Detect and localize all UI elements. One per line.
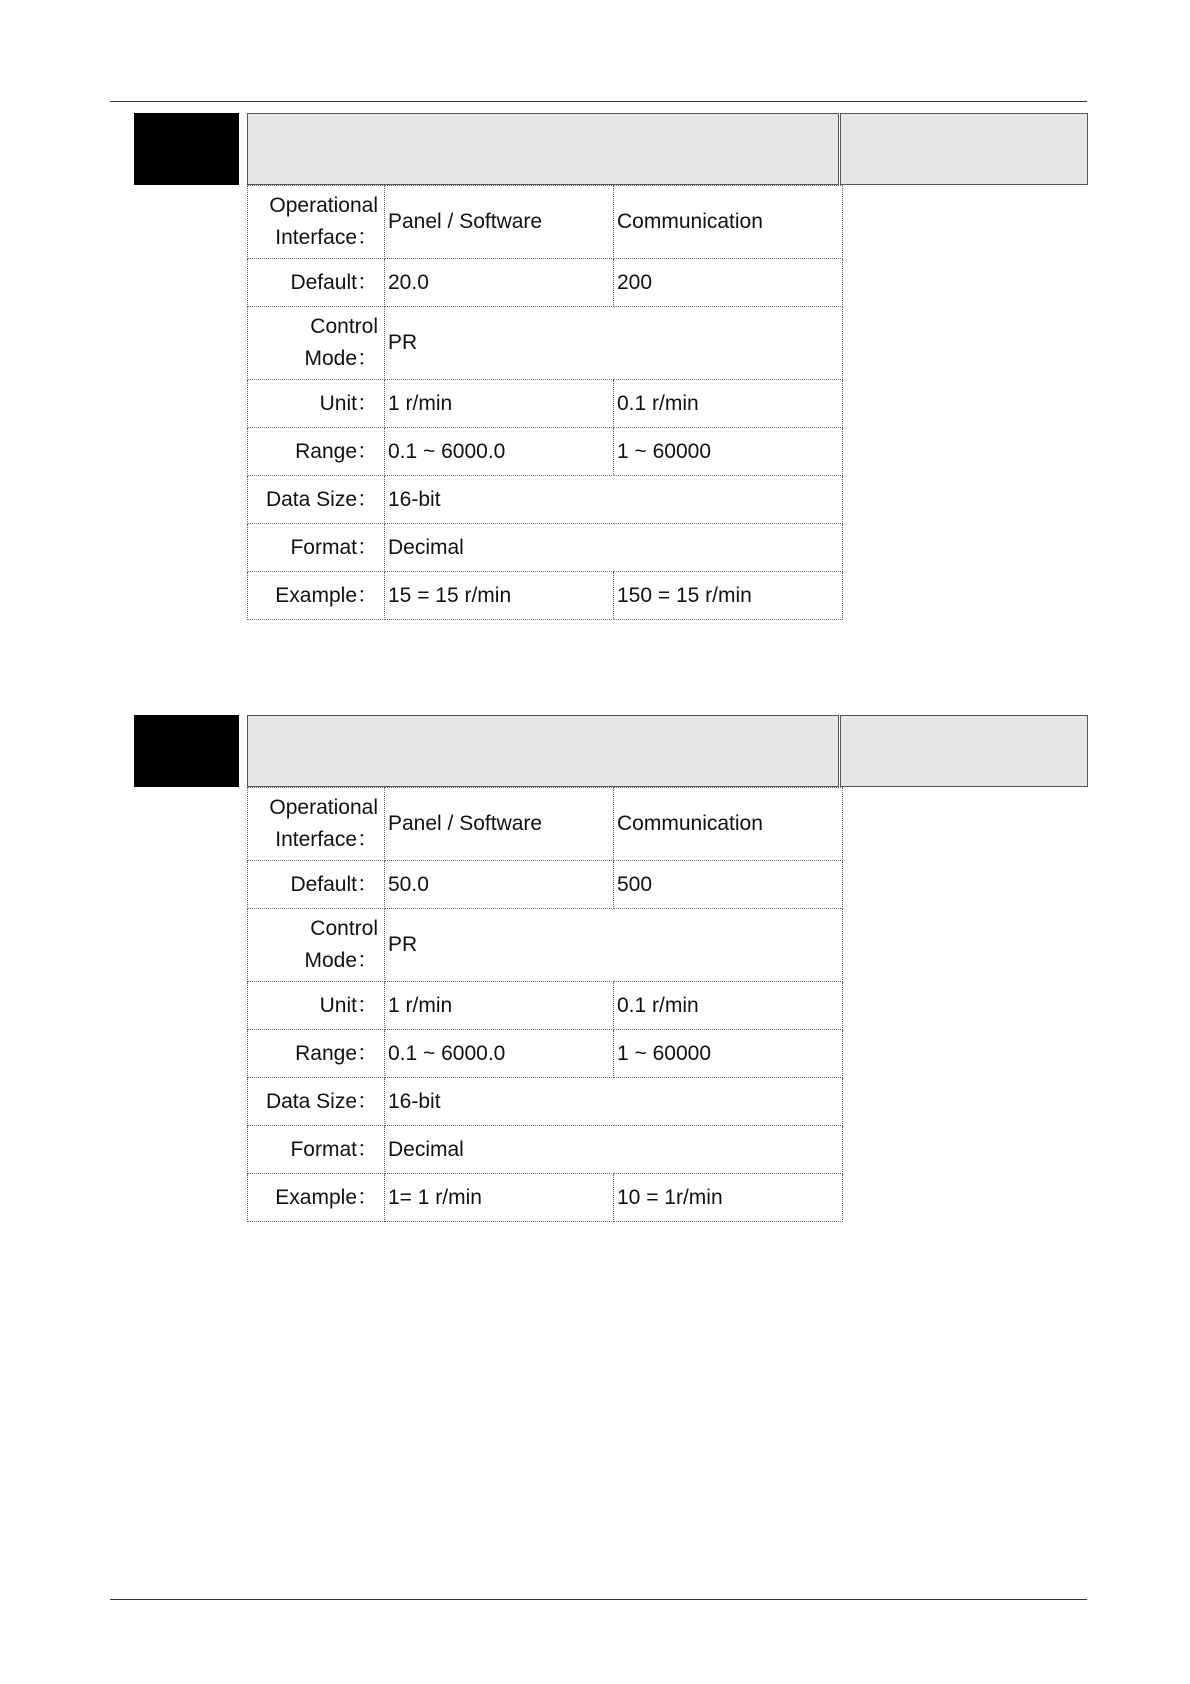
table-row <box>248 476 843 524</box>
parameter-code-tab <box>134 113 239 185</box>
header-cell-code <box>247 113 348 185</box>
row-label: Range： <box>248 428 385 476</box>
row-value-comm: 200 <box>614 259 843 307</box>
row-label: Default： <box>248 259 385 307</box>
parameter-header <box>134 715 1087 787</box>
row-label: Unit： <box>248 982 385 1030</box>
row-value-comm: 0.1 r/min <box>614 982 843 1030</box>
row-value: Decimal <box>385 524 843 572</box>
table-row <box>248 524 843 572</box>
row-value-comm: 500 <box>614 861 843 909</box>
row-label: Example： <box>248 1174 385 1222</box>
footer-rule <box>110 1599 1087 1600</box>
row-value-panel: 0.1 ~ 6000.0 <box>385 428 614 476</box>
row-label: Data Size： <box>248 476 385 524</box>
header-cell-address <box>840 113 1088 185</box>
row-value-panel: 50.0 <box>385 861 614 909</box>
table-row <box>248 428 843 476</box>
parameter-table <box>247 787 843 1222</box>
row-label: Data Size： <box>248 1078 385 1126</box>
parameter-header <box>134 113 1087 185</box>
row-value-panel: 20.0 <box>385 259 614 307</box>
row-value-panel: 0.1 ~ 6000.0 <box>385 1030 614 1078</box>
row-value-comm: Communication <box>614 186 843 259</box>
row-value: PR <box>385 909 843 982</box>
row-value: 16-bit <box>385 476 843 524</box>
table-row <box>248 1174 843 1222</box>
row-value-panel: 1 r/min <box>385 982 614 1030</box>
row-label: Example： <box>248 572 385 620</box>
row-value-comm: 10 = 1r/min <box>614 1174 843 1222</box>
row-label: Range： <box>248 1030 385 1078</box>
table-row <box>248 1030 843 1078</box>
row-value-comm: 1 ~ 60000 <box>614 428 843 476</box>
row-label: Format： <box>248 1126 385 1174</box>
row-value: PR <box>385 307 843 380</box>
row-value-panel: 1= 1 r/min <box>385 1174 614 1222</box>
row-label: Operational Interface： <box>248 186 385 259</box>
row-label: Default： <box>248 861 385 909</box>
row-value-panel: 15 = 15 r/min <box>385 572 614 620</box>
row-value-comm: Communication <box>614 788 843 861</box>
table-row <box>248 861 843 909</box>
header-rule <box>110 101 1087 102</box>
parameter-code-tab <box>134 715 239 787</box>
row-value-panel: Panel / Software <box>385 186 614 259</box>
row-value-comm: 150 = 15 r/min <box>614 572 843 620</box>
header-cell-name <box>346 113 839 185</box>
table-row <box>248 909 843 982</box>
row-label: Unit： <box>248 380 385 428</box>
row-value-comm: 0.1 r/min <box>614 380 843 428</box>
row-label: Control Mode： <box>248 307 385 380</box>
header-cell-address <box>840 715 1088 787</box>
parameter-block-1 <box>134 113 1087 607</box>
row-label: Format： <box>248 524 385 572</box>
table-row <box>248 380 843 428</box>
row-value: Decimal <box>385 1126 843 1174</box>
row-value: 16-bit <box>385 1078 843 1126</box>
row-value-comm: 1 ~ 60000 <box>614 1030 843 1078</box>
parameter-table <box>247 185 843 620</box>
row-value-panel: 1 r/min <box>385 380 614 428</box>
table-row <box>248 307 843 380</box>
table-row <box>248 788 843 861</box>
header-cell-code <box>247 715 348 787</box>
parameter-block-2 <box>134 715 1087 1209</box>
table-row <box>248 982 843 1030</box>
table-row <box>248 1078 843 1126</box>
row-label: Operational Interface： <box>248 788 385 861</box>
table-row <box>248 259 843 307</box>
header-cell-name <box>346 715 839 787</box>
table-row <box>248 572 843 620</box>
table-row <box>248 1126 843 1174</box>
row-label: Control Mode： <box>248 909 385 982</box>
table-row <box>248 186 843 259</box>
row-value-panel: Panel / Software <box>385 788 614 861</box>
